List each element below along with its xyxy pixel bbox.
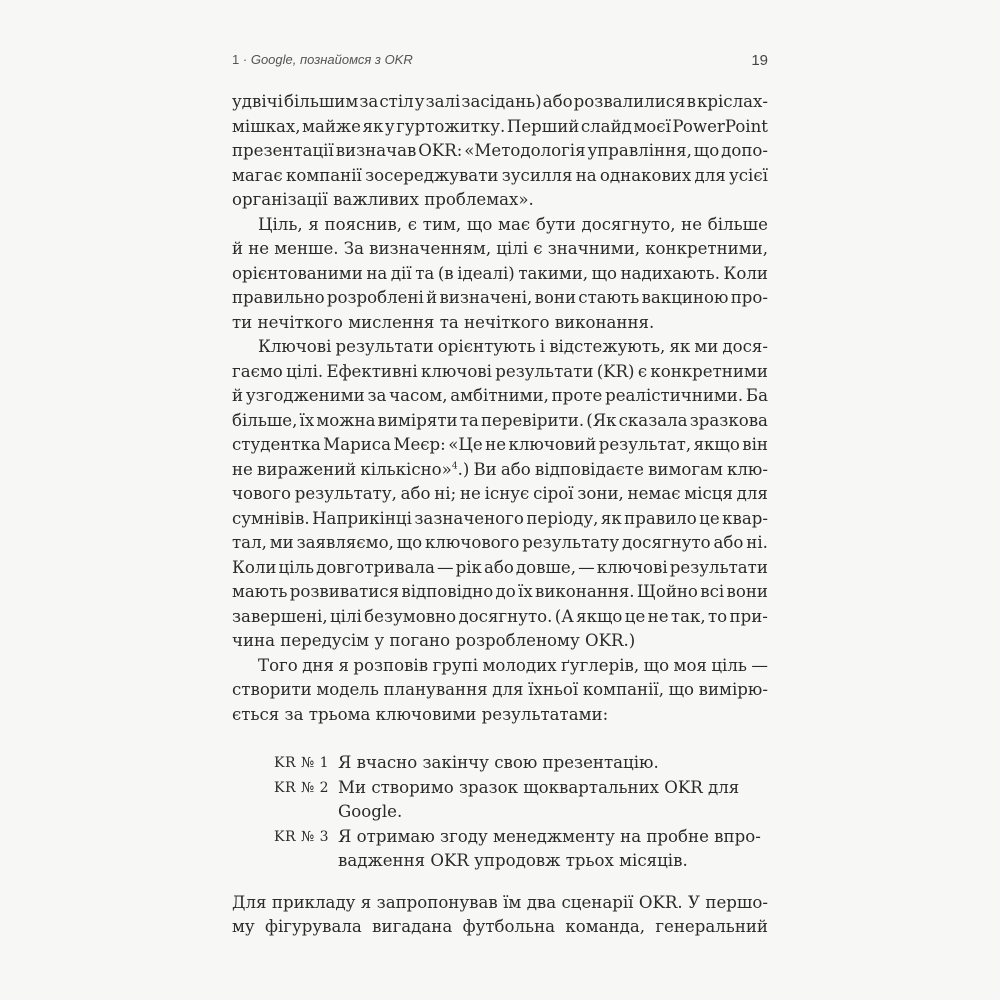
text-line: тал, ми заявляємо, що ключового результату досягнуто або ні.: [232, 533, 768, 552]
key-result-label: [274, 800, 338, 825]
chapter-title: Google, познайомся з OKR: [250, 52, 413, 67]
text-line: й узгодженими за часом, амбітними, проте реалістичними. Ба: [232, 386, 768, 405]
text-line: ється за трьома ключовими результатами:: [232, 704, 609, 724]
key-result-item: [232, 776, 768, 801]
text-line: студентка Мариса Меєр: «Це не ключовий результат, якщо він: [232, 435, 768, 454]
key-result-text: Ми створимо зразок щоквартальних OKR для: [338, 777, 740, 797]
text-line: чина передусім у погано розробленому OKR.): [232, 631, 636, 650]
text-line: правильно розроблені й визначені, вони стають вакциною про-: [232, 288, 768, 307]
text-line: Ціль, я пояснив, є тим, що має бути досягнуто, не більше: [258, 214, 768, 234]
text-line: Ключові результати орієнтують і відстежують, як ми дося-: [258, 337, 768, 356]
text-line: сумнівів. Наприкінці зазначеного періоду, як правило це квар-: [232, 508, 768, 528]
key-result-item: [232, 825, 768, 850]
text-line: му фігурувала вигадана футбольна команда, генеральний: [232, 917, 768, 936]
text-line: створити модель планування для їхньої компанії, що вимірю-: [232, 680, 768, 699]
text-line: презентації визначав OKR: «Методологія управління, що допо-: [232, 141, 768, 160]
key-result-label: KR № 1: [274, 755, 330, 771]
key-result-text: Google.: [338, 802, 403, 821]
chapter-number: 1: [232, 52, 240, 67]
text-line: завершені, цілі безумовно досягнуто. (А якщо це не так, то при-: [232, 606, 768, 626]
spacer: [232, 874, 768, 891]
spacer: [232, 727, 768, 751]
key-result-text: вадження OKR упродовж трьох місяців.: [338, 851, 688, 870]
key-result-item: [232, 800, 768, 825]
text-line: Коли ціль довготривала — рік або довше, — ключові результати: [232, 557, 768, 577]
text-line: Для прикладу я запропонував їм два сценарії OKR. У першо-: [232, 892, 768, 912]
text-line: гаємо цілі. Ефективні ключові результати (KR) є конкретними: [232, 361, 768, 381]
page-body: [232, 90, 768, 940]
running-head: [232, 52, 768, 72]
text-line: організації важливих проблемах».: [232, 190, 534, 209]
text-line: мішках, майже як у гуртожитку. Перший слайд моєї PowerPoint: [232, 116, 768, 136]
text-line: не виражений кількісно»$^4$.) Ви або відповідаєте вимогам клю-: [232, 459, 768, 479]
text-line: магає компанії зосереджувати зусилля на однакових для усієї: [232, 165, 768, 185]
key-result-text: Я вчасно закінчу свою презентацію.: [338, 753, 659, 772]
key-result-text: Я отримаю згоду менеджменту на пробне впро-: [338, 826, 761, 846]
text-line: удвічі більшим за стіл у залі засідань) або розвалилися в кріслах-: [232, 92, 768, 111]
text-line: мають розвиватися відповідно до їх виконання. Щойно всі вони: [232, 582, 768, 601]
text-line: Того дня я розповів групі молодих ґуглерів, що моя ціль —: [258, 655, 768, 675]
page-number: 19: [751, 52, 768, 69]
key-result-label: KR № 3: [274, 828, 330, 845]
key-result-label: [274, 849, 338, 874]
key-result-item: [232, 751, 768, 776]
text-line: ти нечіткого мислення та нечіткого виконання.: [232, 312, 655, 332]
text-line: більше, їх можна виміряти та перевірити. (Як сказала зразкова: [232, 410, 768, 430]
text-line: орієнтованими на дії та (в ідеалі) такими, що надихають. Коли: [232, 263, 768, 283]
text-line: чового результату, або ні; не існує сірої зони, немає місця для: [232, 484, 768, 503]
separator: ·: [242, 52, 248, 67]
running-head-title: [232, 52, 413, 67]
key-result-item: [232, 849, 768, 874]
key-result-label: KR № 2: [274, 779, 330, 796]
text-line: й не менше. За визначенням, цілі є значними, конкретними,: [232, 239, 768, 258]
